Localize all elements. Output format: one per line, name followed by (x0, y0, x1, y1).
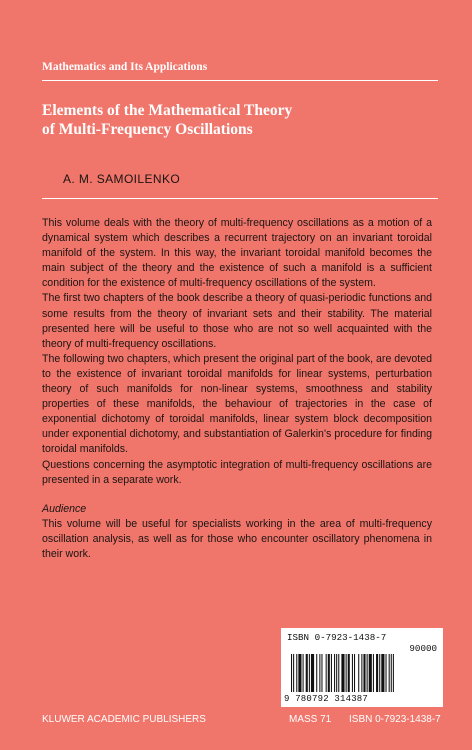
isbn-barcode (281, 628, 443, 707)
blurb (42, 216, 432, 562)
audience-text: This volume will be useful for specialists working in the area of multi-frequency oscillation analysis, as well as for those who encounter oscillatory phenomena in their work. (42, 517, 432, 560)
book-title (42, 101, 442, 139)
blurb-paragraph-2: The first two chapters of the book describe a theory of quasi-periodic functions and some results from the theory of invariant sets and their stability. The material presented here will be useful to those who are not so well acquainted with the theory of multi-frequency oscillations. (42, 292, 432, 350)
blurb-paragraph-1: This volume deals with the theory of multi-frequency oscillations as a motion of a dynamical system which describes a recurrent trajectory on an invariant toroidal manifold of the system. In this way, the invariant toroidal manifold becomes the main subject of the theory and the existence of such a manifold is a sufficient condition for the existence of multi-frequency oscillations of the system. (42, 217, 432, 290)
footer-isbn: ISBN 0-7923-1438-7 (349, 714, 441, 725)
barcode-isbn-label: ISBN 0-7923-1438-7 (287, 632, 387, 643)
blurb-paragraph-4: Questions concerning the asymptotic integration of multi-frequency oscillations are presented in a separate work. (42, 458, 432, 486)
author-name: A. M. SAMOILENKO (63, 172, 181, 186)
barcode-bars (291, 654, 433, 692)
audience-heading: Audience (42, 502, 87, 515)
blurb-paragraph-3: The following two chapters, which present the original part of the book, are devoted to the existence of invariant toroidal manifolds for linear systems, perturbation theory of such manifolds for non-linear systems, smoothness and stability properties of these manifolds, the behaviour of trajectories in the case of exponential dichotomy of toroidal manifolds, linear system block decomposition under exponential dichotomy, and substantiation of Galerkin's procedure for finding toroidal manifolds. (42, 352, 432, 456)
barcode-price-code: 90000 (409, 643, 437, 654)
series-name: Mathematics and Its Applications (42, 61, 208, 73)
title-rule (42, 198, 438, 199)
book-title-line-2: of Multi-Frequency Oscillations (42, 121, 253, 138)
series-code: MASS 71 (289, 714, 332, 725)
barcode-ean-digits: 9 780792 314387 (284, 694, 369, 704)
series-rule (42, 80, 438, 81)
publisher-name: KLUWER ACADEMIC PUBLISHERS (42, 714, 206, 725)
book-title-line-1: Elements of the Mathematical Theory (42, 102, 293, 119)
